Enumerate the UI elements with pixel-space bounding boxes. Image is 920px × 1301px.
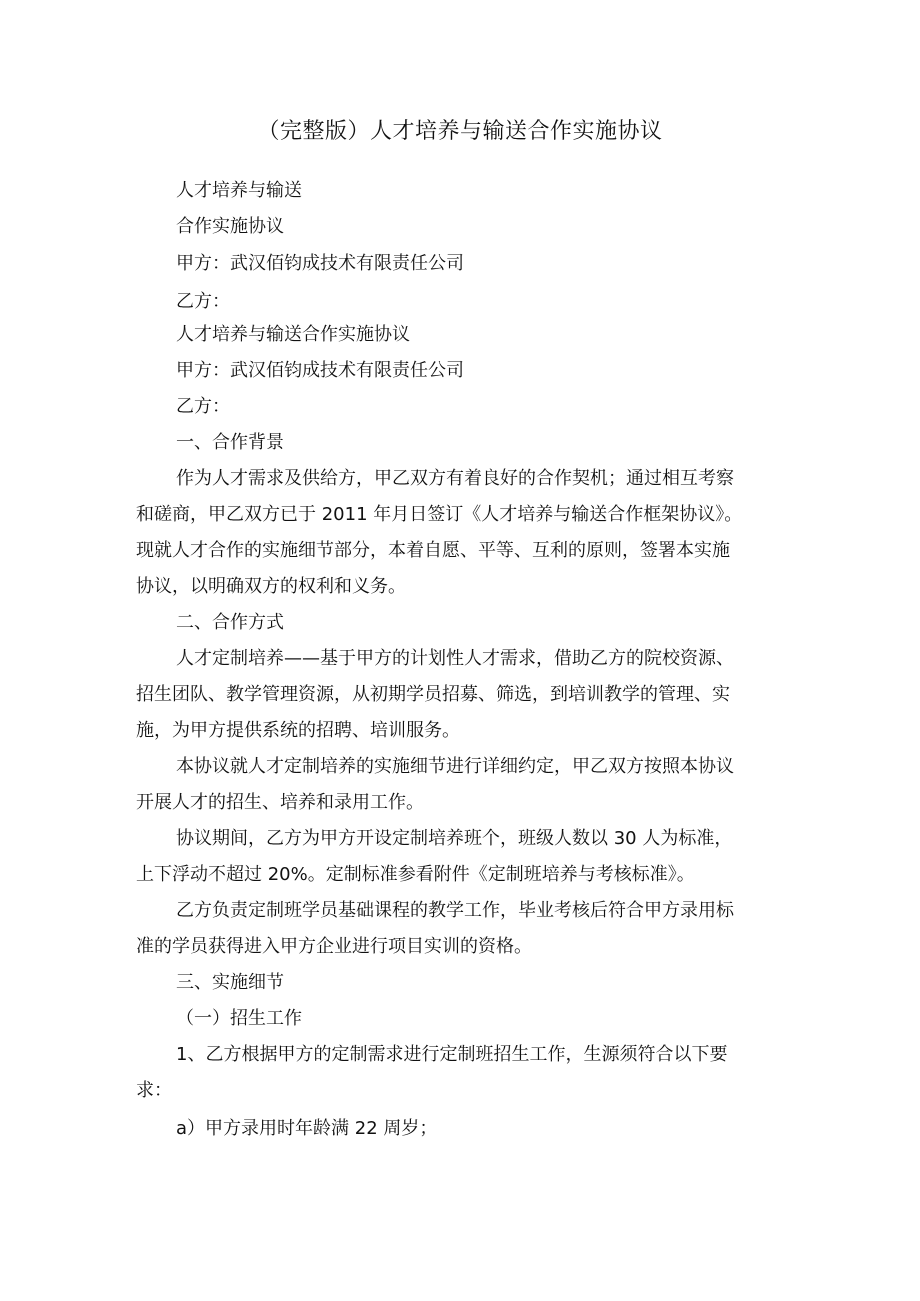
text-line: 作为人才需求及供给方，甲乙双方有着良好的合作契机；通过相互考察: [176, 468, 734, 489]
text-line: 上下浮动不超过 20%。定制标准参看附件《定制班培养与考核标准》。: [136, 864, 695, 885]
subsection-heading: （一）招生工作: [176, 1008, 302, 1029]
list-item: a）甲方录用时年龄满 22 周岁；: [176, 1118, 438, 1139]
text-line: 甲方：武汉佰钧成技术有限责任公司: [176, 253, 464, 274]
text-line: 求：: [136, 1080, 172, 1101]
text-line: 和磋商，甲乙双方已于 2011 年月日签订《人才培养与输送合作框架协议》。: [136, 504, 743, 525]
text-line: 现就人才合作的实施细节部分，本着自愿、平等、互利的原则，签署本实施: [136, 540, 730, 561]
section-heading: 三、实施细节: [176, 972, 284, 993]
text-line: 人才培养与输送: [176, 180, 302, 201]
text-line: 乙方负责定制班学员基础课程的教学工作，毕业考核后符合甲方录用标: [176, 900, 734, 921]
text-line: 施，为甲方提供系统的招聘、培训服务。: [136, 720, 460, 741]
text-line: 乙方：: [176, 291, 230, 312]
text-line: 合作实施协议: [176, 216, 284, 237]
section-heading: 二、合作方式: [176, 612, 284, 633]
text-line: 本协议就人才定制培养的实施细节进行详细约定，甲乙双方按照本协议: [176, 756, 734, 777]
text-line: 人才定制培养——基于甲方的计划性人才需求，借助乙方的院校资源、: [176, 648, 734, 669]
text-line: 人才培养与输送合作实施协议: [176, 324, 410, 345]
text-line: 1、乙方根据甲方的定制需求进行定制班招生工作，生源须符合以下要: [176, 1044, 728, 1065]
text-line: 开展人才的招生、培养和录用工作。: [136, 792, 424, 813]
text-line: 甲方：武汉佰钧成技术有限责任公司: [176, 360, 464, 381]
text-line: 乙方：: [176, 396, 230, 417]
section-heading: 一、合作背景: [176, 432, 284, 453]
document-title: （完整版）人才培养与输送合作实施协议: [257, 119, 663, 144]
text-line: 协议，以明确双方的权利和义务。: [136, 576, 406, 597]
text-line: 协议期间，乙方为甲方开设定制培养班个，班级人数以 30 人为标准，: [176, 828, 733, 849]
text-line: 准的学员获得进入甲方企业进行项目实训的资格。: [136, 936, 532, 957]
text-line: 招生团队、教学管理资源，从初期学员招募、筛选，到培训教学的管理、实: [136, 684, 730, 705]
